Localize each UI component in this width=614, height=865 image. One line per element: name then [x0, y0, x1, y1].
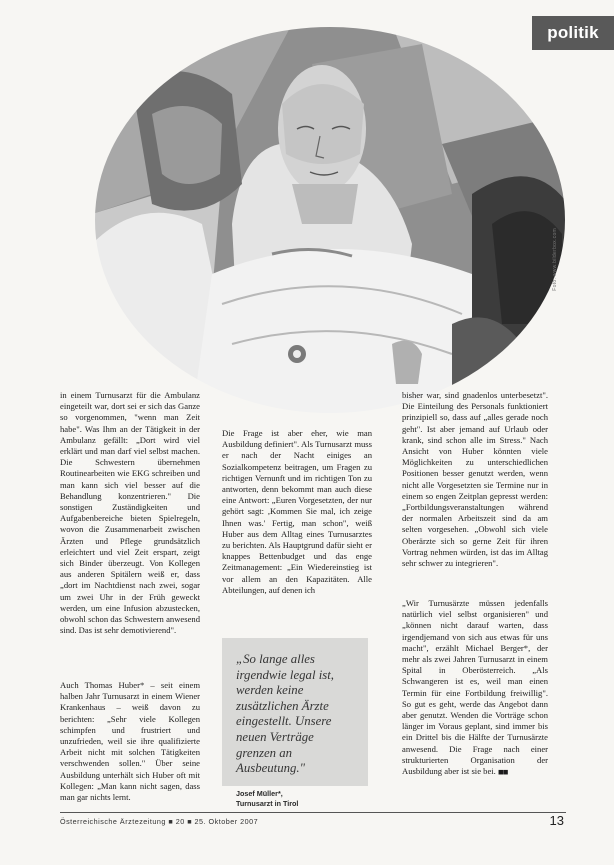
pull-quote-text: „So lange alles irgendwie legal ist, werden keine zusätzlichen Ärzte eingestellt. Unsere neuen Verträge grenzen an Ausbeutung."	[236, 652, 334, 776]
footer-publication: Österreichische Ärztezeitung ■ 20 ■ 25. Oktober 2007	[60, 817, 259, 826]
page-number: 13	[549, 813, 564, 828]
pull-quote-author: Josef Müller*,	[236, 788, 283, 798]
article-column-left-lower	[60, 680, 200, 803]
illustration-drawing	[92, 24, 568, 416]
article-column-left	[60, 390, 200, 636]
end-of-article-mark: ◼◼	[497, 768, 508, 777]
article-paragraph: bisher war, sind gnadenlos unterbesetzt". Die Einteilung des Personals funktioniert prinzipiell so, dass auf „alles gerade noch geht". Ist aber jemand auf Urlaub oder krank, sind schon alle im Stress." Nach Ansicht von Huber könnten viele Möglichkeiten zu unterschiedlichen Positionen besser genutzt werden, wenn nicht alle Vorgesetzten sie Termine nur in einem so engen Zeitplan gepresst werden: „Fortbildungsveranstaltungen während der normalen Arbeitszeit sind da am selten vorgesehen. „Obwohl sich viele Oberärzte sich so gerne Zeit für ihren Vortrag nehmen würden, ist das im Alltag sehr schwer zu integrieren".	[402, 390, 548, 569]
section-label: politik	[547, 23, 599, 42]
pull-quote-role: Turnusarzt in Tirol	[236, 798, 299, 808]
illustration	[92, 24, 568, 416]
article-column-right	[402, 390, 548, 569]
photo-credit: Foto: www.bilderbox.com	[552, 228, 558, 291]
article-paragraph: Auch Thomas Huber* – seit einem halben Jahr Turnusarzt in einem Wiener Krankenhaus – weiß davon zu berichten: „Sehr viele Kollegen schimpfen und frustriert und unzufrieden, weil sie ihre qualifizierte Arbeit nicht mit solchen Tätigkeiten verschwenden sollen." Über seine Ausbildung unterhält sich Huber oft mit Kollegen: „Man kann nicht sagen, dass man gar nichts lernt.	[60, 680, 200, 803]
pull-quote	[222, 638, 368, 808]
article-paragraph-text: „Wir Turnusärzte müssen jedenfalls natürlich viel selbst organisieren" und „können nicht darauf warten, dass irgendjemand von sich aus etwas für uns macht", erzählt Michael Berger*, der mehr als zwei Jahren Turnusarzt in einem Spital in Oberösterreich. „Als Schwangeren ist es, weil man einen Termin für eine Fortbildung freiwillig". So gut es geht, werde das Angebot dann aber genutzt. Wenden die Vorträge schon länger im Voraus geplant, sind immer bis ein Drittel bis die Hälfte der Turnusärzte anwesend. Die Frage nach einer strukturierten Organisation der Ausbildung aber ist sie bei.	[402, 598, 548, 777]
footer-divider	[60, 812, 566, 813]
article-paragraph: in einem Turnusarzt für die Ambulanz eingeteilt war, dort sei er sich das Ganze so vorgenommen, "wenn man Zeit habe". Was Ihm an der Tätigkeit in der Ambulanz gefällt: „Dort wird viel erklärt und man darf viel selbst machen. Die Schwestern übernehmen Routinearbeiten wie EKG schreiben und man kann sich viel besser auf die Behandlung konzentrieren." Die sonstigen Zuständigkeiten und Aufgabenbereiche bieten Spielregeln, wovon die Zusammenarbeit zwischen Ärzten und Pflege grundsätzlich erleichtert und viel Zeit erspart, zeigt sich Binder überzeugt. Von Kollegen aus anderen Spitälern weiß er, dass „dort im Nachtdienst nach zwei, sogar um zwei Uhr in der Früh geweckt werden, um eine Infusion abzustecken, obwohl schon das Schwestern anwesend sind. Das ist sehr demotivierend".	[60, 390, 200, 636]
article-column-middle	[222, 428, 372, 596]
article-column-right-lower	[402, 598, 548, 778]
article-paragraph	[402, 598, 548, 778]
article-paragraph: Die Frage ist aber eher, wie man Ausbildung definiert". Als Turnusarzt muss er nach der Nacht einiges an Sozialkompetenz beitragen, um Fragen zu richtigen Vernunft und im richtigen Ton zu antworten, denn bekommt man auch diese eine Antwort: „Euren Vorgesetzten, der nur gehört sagt: ,Kommen Sie mal, ich zeige Ihnen was.' Fertig, man schon", weiß Huber aus dem Alltag eines Turnusarztes zu berichten. Als Hauptgrund dafür sieht er knappes Bettenbudget und das enge Zeitmanagement: „Ein Wiedereinstieg ist vor allem an den Kapazitäten. Alle Abteilungen, auf denen ich	[222, 428, 372, 595]
